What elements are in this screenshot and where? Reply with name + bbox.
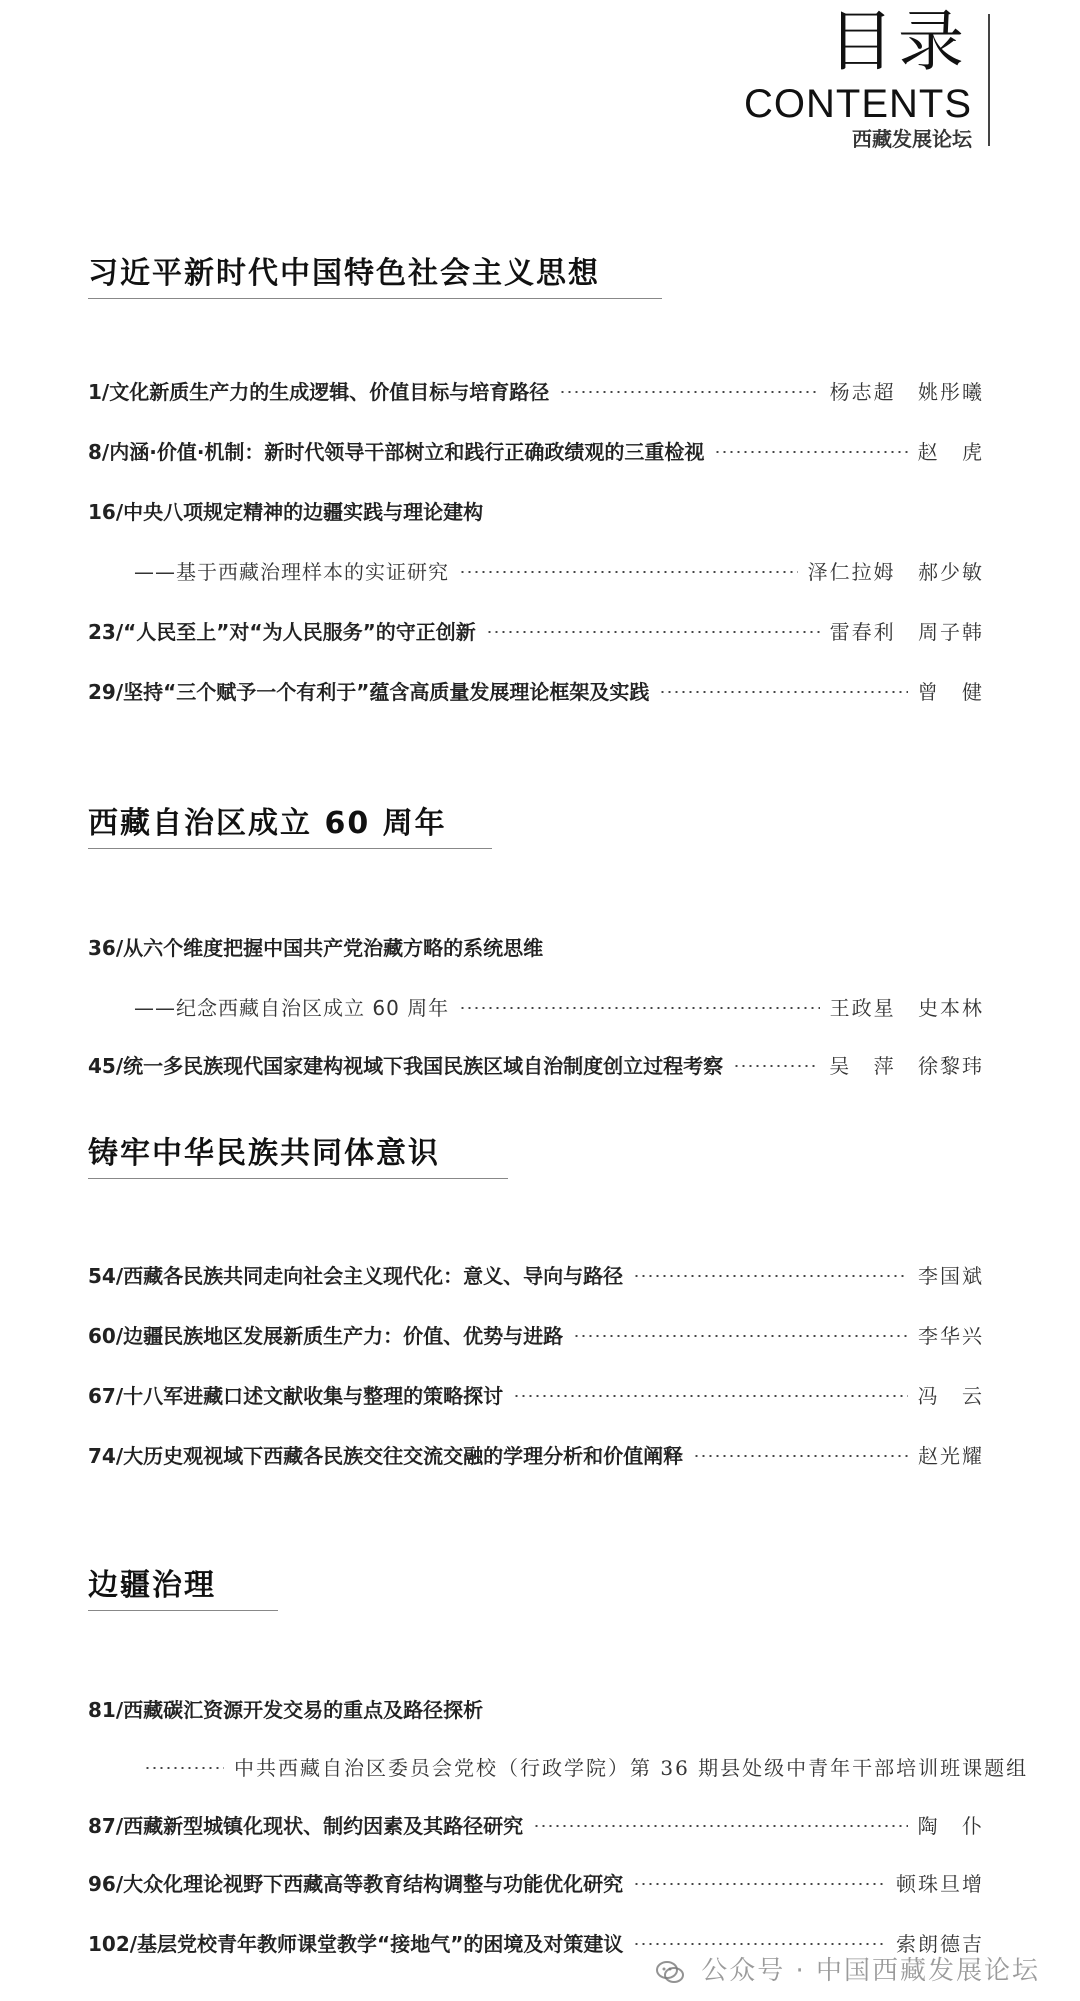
entry-subtitle: ——纪念西藏自治区成立 60 周年	[134, 995, 450, 1020]
leader-dots	[459, 1007, 819, 1009]
leader-dots	[733, 1065, 819, 1067]
leader-dots	[533, 1825, 908, 1827]
leader-dots	[486, 631, 820, 633]
toc-entry[interactable]	[88, 1378, 984, 1410]
entry-title: 54/西藏各民族共同走向社会主义现代化：意义、导向与路径	[88, 1263, 624, 1288]
section-title: 边疆治理	[88, 1560, 278, 1611]
entry-title: 96/大众化理论视野下西藏高等教育结构调整与功能优化研究	[88, 1871, 624, 1896]
entry-title: 16/中央八项规定精神的边疆实践与理论建构	[88, 499, 484, 524]
leader-dots	[513, 1395, 908, 1397]
entry-title: 8/内涵·价值·机制：新时代领导干部树立和践行正确政绩观的三重检视	[88, 439, 705, 464]
entry-organization: 中共西藏自治区委员会党校（行政学院）第 36 期县处级中青年干部培训班课题组	[234, 1755, 1029, 1780]
toc-entry[interactable]	[88, 614, 984, 646]
leader-dots	[633, 1275, 908, 1277]
wechat-icon	[655, 1959, 685, 1985]
entry-title: 102/基层党校青年教师课堂教学“接地气”的困境及对策建议	[88, 1931, 624, 1956]
leader-dots	[559, 391, 819, 393]
entry-authors: 赵 虎	[917, 439, 984, 464]
toc-entry[interactable]	[88, 1438, 984, 1470]
toc-entry[interactable]	[88, 434, 984, 466]
entry-authors: 赵光耀	[918, 1443, 984, 1468]
contents-title: 目录	[828, 3, 968, 80]
toc-entry[interactable]	[88, 1048, 984, 1080]
entry-authors: 泽仁拉姆 郝少敏	[807, 559, 984, 584]
section-title: 习近平新时代中国特色社会主义思想	[88, 248, 662, 299]
entry-title: 60/边疆民族地区发展新质生产力：价值、优势与进路	[88, 1323, 564, 1348]
entry-title: 74/大历史观视域下西藏各民族交往交流交融的学理分析和价值阐释	[88, 1443, 684, 1468]
toc-entry[interactable]	[88, 374, 984, 406]
header-divider	[988, 14, 990, 146]
section-title: 铸牢中华民族共同体意识	[88, 1128, 508, 1179]
entry-authors: 杨志超 姚彤曦	[829, 379, 984, 404]
leader-dots	[144, 1767, 224, 1769]
toc-entry-subtitle[interactable]	[134, 554, 984, 586]
section-title: 西藏自治区成立 60 周年	[88, 798, 492, 849]
contents-title-en: CONTENTS	[744, 82, 972, 126]
toc-entry[interactable]	[88, 1318, 984, 1350]
entry-subtitle: ——基于西藏治理样本的实证研究	[134, 559, 449, 584]
entry-title: 23/“人民至上”对“为人民服务”的守正创新	[88, 619, 476, 644]
entry-title: 36/从六个维度把握中国共产党治藏方略的系统思维	[88, 935, 544, 960]
entry-authors: 吴 萍 徐黎玮	[829, 1053, 984, 1078]
toc-entry[interactable]	[88, 930, 984, 962]
entry-authors: 陶 仆	[917, 1813, 984, 1838]
toc-entry[interactable]	[88, 1866, 984, 1898]
leader-dots	[633, 1943, 886, 1945]
toc-entry[interactable]	[88, 1258, 984, 1290]
entry-authors: 顿珠旦增	[896, 1871, 984, 1896]
leader-dots	[573, 1335, 908, 1337]
leader-dots	[659, 691, 907, 693]
entry-authors: 曾 健	[917, 679, 984, 704]
journal-name: 西藏发展论坛	[852, 127, 972, 151]
toc-entry[interactable]	[88, 494, 984, 526]
leader-dots	[633, 1883, 886, 1885]
entry-title: 81/西藏碳汇资源开发交易的重点及路径探析	[88, 1697, 484, 1722]
entry-authors: 李华兴	[918, 1323, 984, 1348]
entry-title: 87/西藏新型城镇化现状、制约因素及其路径研究	[88, 1813, 524, 1838]
toc-entry[interactable]	[88, 1692, 984, 1724]
leader-dots	[714, 451, 907, 453]
entry-title: 1/文化新质生产力的生成逻辑、价值目标与培育路径	[88, 379, 550, 404]
leader-dots	[693, 1455, 908, 1457]
toc-entry-organization[interactable]	[134, 1750, 1029, 1782]
entry-title: 67/十八军进藏口述文献收集与整理的策略探讨	[88, 1383, 504, 1408]
entry-authors: 王政星 史本林	[829, 995, 984, 1020]
watermark-text: 公众号 · 中国西藏发展论坛	[701, 1956, 1040, 1986]
leader-dots	[459, 571, 798, 573]
entry-authors: 冯 云	[917, 1383, 984, 1408]
toc-entry[interactable]	[88, 674, 984, 706]
entry-title: 45/统一多民族现代国家建构视域下我国民族区域自治制度创立过程考察	[88, 1053, 724, 1078]
contents-header	[712, 3, 972, 151]
toc-entry-subtitle[interactable]	[134, 990, 984, 1022]
toc-entry[interactable]	[88, 1808, 984, 1840]
watermark	[655, 1950, 1040, 1987]
entry-authors: 雷春利 周子韩	[829, 619, 984, 644]
entry-authors: 索朗德吉	[896, 1931, 984, 1956]
entry-authors: 李国斌	[918, 1263, 984, 1288]
entry-title: 29/坚持“三个赋予一个有利于”蕴含高质量发展理论框架及实践	[88, 679, 650, 704]
